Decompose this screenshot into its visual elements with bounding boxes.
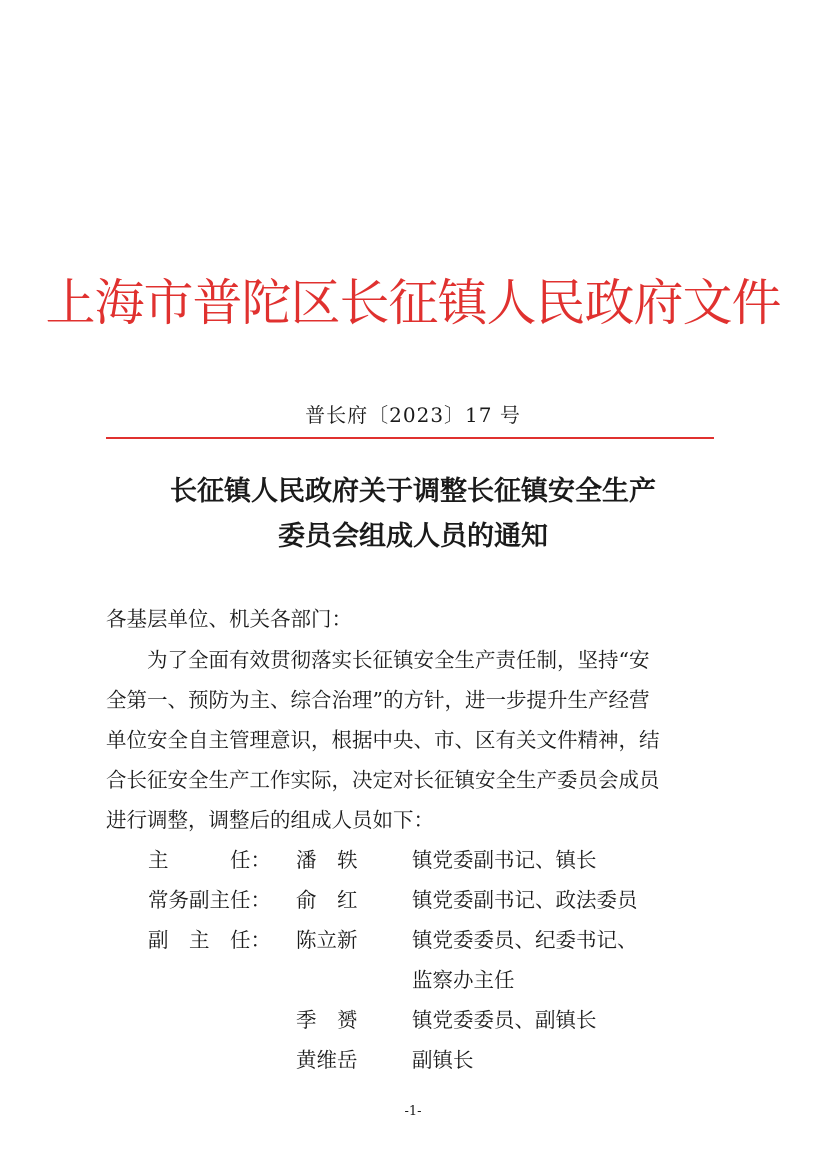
member-name: 季 赟 [296,1008,358,1032]
member-position: 镇党委委员、纪委书记、 [412,928,638,952]
member-name: 陈立新 [296,928,358,952]
body-line-4: 合长征安全生产工作实际，决定对长征镇安全生产委员会成员 [106,768,660,792]
member-role: 主 任： [148,848,271,872]
member-name: 潘 轶 [296,848,358,872]
body-line-5: 进行调整，调整后的组成人员如下： [106,808,434,832]
notice-title-line-2: 委员会组成人员的通知 [278,521,548,552]
document-number: 普长府〔2023〕17 号 [305,403,521,427]
member-role: 副 主 任： [148,928,271,952]
member-position: 镇党委副书记、镇长 [412,848,597,872]
body-line-2: 全第一、预防为主、综合治理”的方针，进一步提升生产经营 [106,688,650,712]
member-position-continued: 监察办主任 [412,968,515,992]
member-position: 副镇长 [412,1048,474,1072]
notice-title-line-1: 长征镇人民政府关于调整长征镇安全生产 [170,476,656,507]
member-position: 镇党委委员、副镇长 [412,1008,597,1032]
red-divider-line [106,437,714,439]
body-line-3: 单位安全自主管理意识，根据中央、市、区有关文件精神，结 [106,728,660,752]
member-name: 俞 红 [296,888,358,912]
member-position: 镇党委副书记、政法委员 [412,888,638,912]
salutation: 各基层单位、机关各部门： [106,607,352,631]
masthead-title: 上海市普陀区长征镇人民政府文件 [45,274,781,332]
member-role: 常务副主任： [148,888,271,912]
member-name: 黄维岳 [296,1048,358,1072]
page-number: -1- [404,1104,422,1119]
body-line-1: 为了全面有效贯彻落实长征镇安全生产责任制，坚持“安 [106,648,650,672]
